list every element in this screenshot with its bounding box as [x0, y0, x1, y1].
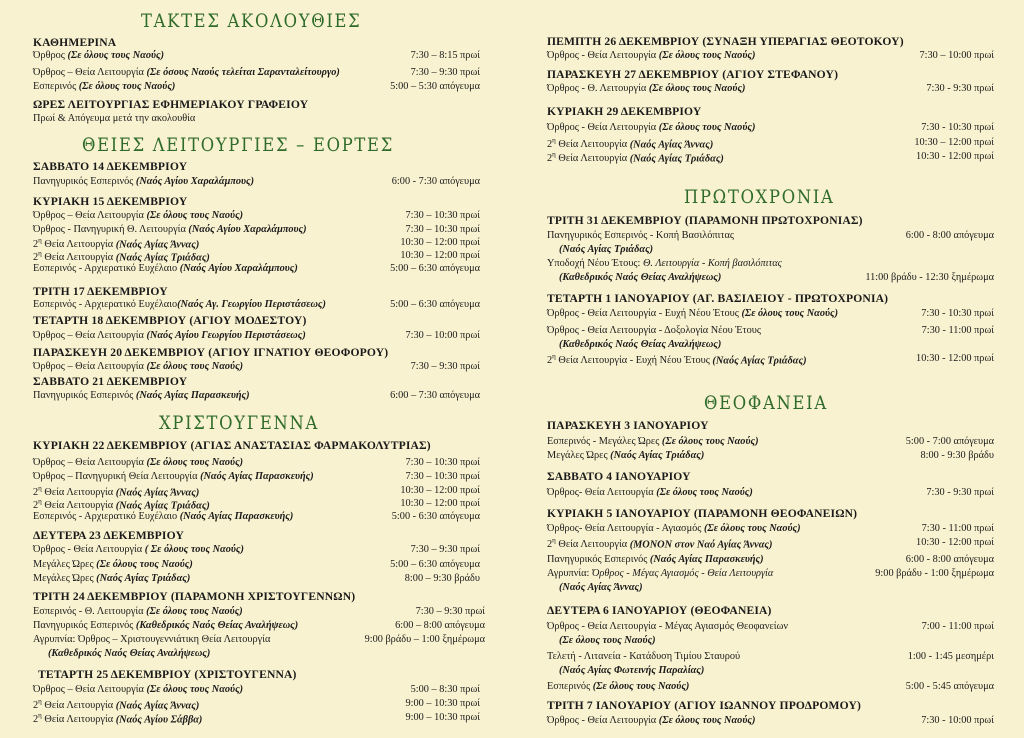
service-time: 10:30 - 12:00 πρωί	[916, 537, 994, 548]
church-location: (Ναός Αγίου Χαραλάμπους)	[188, 224, 307, 235]
service-name: Εσπερινός - Αρχιερατικό Ευχέλαιο	[33, 299, 178, 310]
service-row	[33, 390, 480, 403]
service-time: 10:30 – 12:00 πρωί	[400, 237, 480, 248]
service-row	[547, 151, 994, 164]
church-location: (Ναός Αγίας Άννας)	[115, 487, 200, 499]
service-time: 7:30 - 11:00 πρωί	[921, 523, 994, 534]
day-heading: ΤΡΙΤΗ 17 ΔΕΚΕΜΒΡΙΟΥ	[33, 285, 168, 298]
service-name: Όρθρος	[33, 50, 68, 61]
service-time: 7:30 – 9:30 πρωί	[410, 361, 480, 372]
service-description	[559, 339, 721, 350]
church-location: (Καθεδρικός Ναός Θείας Αναλήψεως)	[135, 620, 299, 631]
service-row	[33, 250, 480, 263]
church-location: (Σε όλους τους Ναούς)	[146, 606, 243, 617]
day-heading: ΚΥΡΙΑΚΗ 29 ΔΕΚΕΜΒΡΙΟΥ	[547, 105, 702, 118]
service-time: 7:30 - 9:30 πρωί	[926, 487, 994, 498]
service-description	[33, 606, 243, 617]
service-description	[33, 485, 199, 498]
service-time: 1:00 - 1:45 μεσημέρι	[907, 651, 994, 662]
church-location: (Σε όλους τους Ναούς)	[67, 50, 165, 61]
service-description	[33, 471, 314, 482]
service-row	[559, 244, 994, 257]
day-heading: ΤΕΤΑΡΤΗ 18 ΔΕΚΕΜΒΡΙΟΥ (ΑΓΙΟΥ ΜΟΔΕΣΤΟΥ)	[33, 314, 307, 327]
day-heading: ΠΕΜΠΤΗ 26 ΔΕΚΕΜΒΡΙΟΥ (ΣΥΝΑΞΗ ΥΠΕΡΑΓΙΑΣ ΘΕΟΤΟΚΟΥ)	[547, 35, 904, 48]
church-location: (Σε όλους τους Ναούς)	[661, 436, 759, 447]
service-name: Όρθρος - Θ. Λειτουργία	[547, 83, 649, 94]
service-description	[33, 498, 210, 511]
church-location: (Ναός Αγίου Χαραλάμπους)	[135, 176, 255, 187]
service-name: Μεγάλες Ώρες	[547, 450, 611, 461]
service-time: 6:00 - 8:00 απόγευμα	[905, 554, 994, 565]
service-description	[547, 651, 740, 662]
day-heading: ΚΑΘΗΜΕΡΙΝΑ	[33, 36, 117, 49]
service-time: 10:30 - 12:00 πρωί	[916, 151, 994, 162]
service-description	[33, 250, 210, 263]
service-time: 7:00 - 11:00 πρωί	[921, 621, 994, 632]
day-heading: ΚΥΡΙΑΚΗ 22 ΔΕΚΕΜΒΡΙΟΥ (ΑΓΙΑΣ ΑΝΑΣΤΑΣΙΑΣ ΦΑΡΜΑΚΟΛΥΤΡΙΑΣ)	[33, 439, 431, 452]
service-row	[33, 113, 480, 126]
service-description	[33, 237, 199, 250]
service-description	[547, 325, 761, 336]
church-location: (Ναός Αγίας Τριάδας)	[115, 252, 210, 264]
service-row	[547, 83, 994, 96]
service-description	[547, 308, 838, 319]
service-row	[33, 81, 480, 94]
service-name: $2^\eta$ Θεία Λειτουργία	[33, 237, 116, 251]
service-description	[547, 537, 772, 550]
service-row	[33, 634, 485, 647]
service-description	[547, 621, 788, 632]
service-name: Πανηγυρικός Εσπερινός	[33, 620, 136, 631]
church-location: (Σε όλους τους Ναούς)	[559, 635, 656, 646]
church-location: (Σε όσους Ναούς τελείται Σαρανταλείτουργο)	[146, 67, 340, 78]
service-description	[547, 554, 764, 565]
church-location: (Σε όλους τους Ναούς)	[658, 50, 756, 61]
service-row	[547, 621, 994, 634]
service-row	[33, 224, 480, 237]
service-row	[33, 50, 480, 63]
service-description	[33, 67, 340, 78]
church-location: (Ναός Αγίας Τριάδας)	[629, 153, 724, 165]
service-name: Όρθρος – Θεία Λειτουργία	[33, 684, 147, 695]
section-heading: ΤΑΚΤΕΣ ΑΚΟΛΟΥΘΙΕΣ	[141, 10, 362, 32]
service-time: 10:30 – 12:00 πρωί	[400, 498, 480, 509]
service-description	[559, 635, 656, 646]
service-row	[559, 339, 994, 352]
service-time: 10:30 – 12:00 πρωί	[400, 250, 480, 261]
service-description	[559, 582, 643, 593]
service-time: 7:30 - 10:30 πρωί	[921, 308, 994, 319]
church-location: (Σε όλους τους Ναούς)	[648, 83, 746, 94]
service-row	[33, 498, 480, 511]
day-heading: ΩΡΕΣ ΛΕΙΤΟΥΡΓΙΑΣ ΕΦΗΜΕΡΙΑΚΟΥ ΓΡΑΦΕΙΟΥ	[33, 98, 309, 111]
service-description	[547, 50, 755, 61]
service-time: 7:30 – 10:00 πρωί	[919, 50, 994, 61]
service-name: Πανηγυρικός Εσπερινός	[33, 390, 136, 401]
service-row	[33, 67, 480, 80]
service-time: 8:00 – 9:30 βράδυ	[404, 573, 480, 584]
service-name: Τελετή - Λιτανεία - Κατάδυση Τιμίου Σταυρού	[547, 651, 741, 662]
church-location: (Σε όλους τους Ναούς)	[656, 487, 753, 498]
service-row	[33, 511, 480, 524]
church-location: (Ναός Αγίας Άννας)	[115, 700, 200, 712]
church-location: (ΜΟΝΟΝ στον Ναό Αγίας Άννας)	[629, 539, 773, 551]
service-description	[33, 113, 195, 124]
service-time: 5:00 – 6:30 απόγευμα	[390, 263, 480, 274]
section-heading: ΠΡΩΤΟΧΡΟΝΙΑ	[684, 186, 835, 208]
service-time: 7:30 – 8:15 πρωί	[410, 50, 480, 61]
service-name: Όρθρος- Θεία Λειτουργία	[547, 487, 657, 498]
service-row	[547, 308, 994, 321]
service-name: Πρωί & Απόγευμα μετά την ακολουθία	[33, 113, 196, 124]
service-time: 10:30 – 12:00 πρωί	[400, 485, 480, 496]
service-description	[547, 487, 753, 498]
service-row	[33, 299, 480, 312]
day-heading: ΤΕΤΑΡΤΗ 1 ΙΑΝΟΥΑΡΙΟΥ (ΑΓ. ΒΑΣΙΛΕΙΟΥ - ΠΡΩΤΟΧΡΟΝΙΑ)	[547, 292, 889, 305]
service-row	[547, 537, 994, 550]
service-row	[33, 606, 485, 619]
service-row	[48, 648, 485, 661]
church-location: (Σε όλους τους Ναούς)	[658, 715, 756, 726]
service-description	[33, 573, 190, 584]
section-heading: ΧΡΙΣΤΟΥΓΕΝΝΑ	[159, 412, 320, 434]
service-row	[547, 568, 994, 581]
section-heading: ΘΕΟΦΑΝΕΙΑ	[704, 392, 828, 414]
service-description	[547, 523, 801, 534]
church-location: (Ναός Αγίας Φωτεινής Παραλίας)	[559, 665, 705, 676]
service-time: 7:30 – 10:00 πρωί	[405, 330, 480, 341]
service-name: Πανηγυρικός Εσπερινός	[547, 554, 650, 565]
service-name: Όρθρος - Θεία Λειτουργία	[33, 544, 145, 555]
church-location: (Ναός Αγίας Άννας)	[629, 139, 714, 151]
service-description	[33, 544, 244, 555]
church-location: (Ναός Αγίας Παρασκευής)	[200, 471, 314, 482]
service-name: Όρθρος – Θεία Λειτουργία	[33, 457, 147, 468]
service-name: $2^\eta$ Θεία Λειτουργία	[33, 250, 116, 264]
service-description	[48, 648, 210, 659]
service-row	[33, 559, 480, 572]
service-time: 7:30 – 10:30 πρωί	[405, 471, 480, 482]
service-time: 9:00 βράδυ - 1:00 ξημέρωμα	[875, 568, 994, 579]
service-time: 5:00 - 5:45 απόγευμα	[905, 681, 994, 692]
service-time: 9:00 βράδυ – 1:00 ξημέρωμα	[364, 634, 485, 645]
church-location: (Ναός Αγίου Χαραλάμπους)	[179, 263, 298, 274]
service-description	[33, 712, 202, 725]
service-row	[547, 450, 994, 463]
service-time: 6:00 – 7:30 απόγευμα	[390, 390, 480, 401]
church-location: (Ναός Αγίας Τριάδας)	[712, 355, 807, 367]
service-row	[559, 582, 994, 595]
service-name: Εσπερινός	[33, 81, 79, 92]
service-row	[33, 237, 480, 250]
service-time: 10:30 - 12:00 πρωί	[916, 353, 994, 364]
church-location: (Σε όλους τους Ναούς)	[658, 122, 756, 133]
service-description	[33, 698, 199, 711]
service-description	[547, 83, 745, 94]
service-time: 6:00 – 8:00 απόγευμα	[395, 620, 485, 631]
service-row	[547, 487, 994, 500]
service-description	[33, 361, 243, 372]
service-description	[33, 620, 298, 631]
service-row	[33, 684, 480, 697]
service-row	[33, 263, 480, 276]
service-name: Μεγάλες Ώρες	[33, 559, 97, 570]
service-row	[559, 665, 994, 678]
church-location: (Σε όλους τους Ναούς)	[78, 81, 176, 92]
service-description	[33, 390, 250, 401]
service-name: Όρθρος – Θεία Λειτουργία	[33, 330, 147, 341]
service-description	[547, 258, 782, 269]
service-row	[33, 457, 480, 470]
service-row	[547, 436, 994, 449]
church-location: (Σε όλους τους Ναούς)	[146, 457, 244, 468]
service-row	[33, 698, 480, 711]
service-row	[547, 258, 994, 271]
service-row	[547, 122, 994, 135]
day-heading: ΚΥΡΙΑΚΗ 5 ΙΑΝΟΥΑΡΙΟΥ (ΠΑΡΑΜΟΝΗ ΘΕΟΦΑΝΕΙΩΝ)	[547, 507, 858, 520]
church-location: (Ναός Αγίου Σάββα)	[115, 714, 203, 726]
service-time: 5:00 - 7:00 απόγευμα	[905, 436, 994, 447]
service-row	[33, 712, 480, 725]
church-location: (Ναός Αγίας Τριάδας)	[559, 244, 654, 255]
service-description	[547, 450, 704, 461]
service-time: 10:30 – 12:00 πρωί	[914, 137, 994, 148]
service-name: $2^\eta$ Θεία Λειτουργία	[547, 151, 630, 165]
day-heading: ΠΑΡΑΣΚΕΥΗ 20 ΔΕΚΕΜΒΡΙΟΥ (ΑΓΙΟΥ ΙΓΝΑΤΙΟΥ ΘΕΟΦΟΡΟΥ)	[33, 346, 389, 359]
service-description	[33, 81, 175, 92]
service-row	[33, 573, 480, 586]
service-time: 7:30 - 9:30 πρωί	[926, 83, 994, 94]
church-location: ( Σε όλους τους Ναούς)	[144, 544, 244, 555]
service-description	[547, 436, 759, 447]
service-row	[547, 715, 994, 728]
service-name: $2^\eta$ Θεία Λειτουργία	[547, 137, 630, 151]
service-row	[547, 523, 994, 536]
service-description	[33, 634, 270, 645]
church-location: (Ναός Αγίας Τριάδας)	[610, 450, 705, 461]
day-heading: ΤΡΙΤΗ 31 ΔΕΚΕΜΒΡΙΟΥ (ΠΑΡΑΜΟΝΗ ΠΡΩΤΟΧΡΟΝΙΑΣ)	[547, 214, 863, 227]
service-description	[33, 263, 298, 274]
church-location: (Σε όλους τους Ναούς)	[703, 523, 801, 534]
service-description	[33, 559, 193, 570]
service-row	[547, 325, 994, 338]
service-name: Όρθρος - Θεία Λειτουργία - Δοξολογία Νέου Έτους	[547, 325, 761, 336]
service-time: 7:30 – 10:30 πρωί	[405, 210, 480, 221]
church-location: (Ναός Αγίου Γεωργίου Περιστάσεως)	[146, 330, 306, 341]
service-row	[547, 137, 994, 150]
service-name: $2^\eta$ Θεία Λειτουργία - Ευχή Νέου Έτους	[547, 353, 713, 367]
service-description	[33, 176, 254, 187]
service-time: 5:00 – 5:30 απόγευμα	[390, 81, 480, 92]
church-location: (Σε όλους τους Ναούς)	[146, 684, 244, 695]
service-time: 7:30 - 10:30 πρωί	[921, 122, 994, 133]
service-row	[33, 361, 480, 374]
service-name: Πανηγυρικός Εσπερινός	[33, 176, 136, 187]
service-row	[33, 210, 480, 223]
church-location: (Ναός Αγίας Άννας)	[559, 582, 643, 593]
service-time: 7:30 – 9:30 πρωί	[410, 67, 480, 78]
church-location: (Σε όλους τους Ναούς)	[741, 308, 839, 319]
day-heading: ΚΥΡΙΑΚΗ 15 ΔΕΚΕΜΒΡΙΟΥ	[33, 195, 188, 208]
service-time: 7:30 - 10:00 πρωί	[921, 715, 994, 726]
service-time: 7:30 - 11:00 πρωί	[921, 325, 994, 336]
service-name: Όρθρος- Θεία Λειτουργία - Αγιασμός	[547, 523, 704, 534]
day-heading: ΤΡΙΤΗ 24 ΔΕΚΕΜΒΡΙΟΥ (ΠΑΡΑΜΟΝΗ ΧΡΙΣΤΟΥΓΕΝΝΩΝ)	[33, 590, 356, 603]
service-name: Όρθρος - Θεία Λειτουργία - Μέγας Αγιασμός Θεοφανείων	[547, 621, 789, 632]
service-description	[33, 330, 306, 341]
service-time: 6:00 - 7:30 απόγευμα	[391, 176, 480, 187]
service-time: 7:30 – 9:30 πρωί	[410, 544, 480, 555]
service-time: 6:00 - 8:00 απόγευμα	[905, 230, 994, 241]
service-name: Πανηγυρικός Εσπερινός - Κοπή Βασιλόπιτας	[547, 230, 734, 241]
service-name: $2^\eta$ Θεία Λειτουργία	[33, 712, 116, 726]
service-time: 9:00 – 10:30 πρωί	[405, 698, 480, 709]
service-row	[547, 554, 994, 567]
service-name: $2^\eta$ Θεία Λειτουργία	[33, 485, 116, 499]
day-heading: ΣΑΒΒΑΤΟ 4 ΙΑΝΟΥΑΡΙΟΥ	[547, 470, 691, 483]
section-heading: ΘΕΙΕΣ ΛΕΙΤΟΥΡΓΙΕΣ – ΕΟΡΤΕΣ	[82, 134, 394, 156]
church-location: (Σε όλους τους Ναούς)	[96, 559, 193, 570]
church-location: (Ναός Αγίας Παρασκευής)	[135, 390, 250, 401]
day-heading: ΠΑΡΑΣΚΕΥΗ 27 ΔΕΚΕΜΒΡΙΟΥ (ΑΓΙΟΥ ΣΤΕΦΑΝΟΥ)	[547, 68, 839, 81]
service-row	[547, 230, 994, 243]
service-time: 8:00 - 9:30 βράδυ	[920, 450, 994, 461]
church-location: (Ναός Αγ. Γεωργίου Περιστάσεως)	[177, 299, 326, 310]
service-description	[33, 457, 243, 468]
service-description	[33, 684, 243, 695]
service-description	[547, 122, 755, 133]
service-row	[559, 272, 994, 285]
service-name: Αγρυπνία:	[547, 568, 592, 579]
day-heading: ΔΕΥΤΕΡΑ 6 ΙΑΝΟΥΑΡΙΟΥ (ΘΕΟΦΑΝΕΙΑ)	[547, 604, 772, 617]
service-name: Μεγάλες Ώρες	[33, 573, 97, 584]
church-location: (Ναός Αγίας Τριάδας)	[115, 500, 210, 512]
service-description	[547, 681, 689, 692]
service-row	[33, 330, 480, 343]
service-time: 7:30 – 10:30 πρωί	[405, 457, 480, 468]
service-name: Όρθρος – Θεία Λειτουργία	[33, 67, 147, 78]
service-description	[547, 568, 773, 579]
service-row	[547, 50, 994, 63]
service-row	[33, 176, 480, 189]
service-name: Εσπερινός	[547, 681, 593, 692]
service-detail: Θ. Λειτουργία - Κοπή βασιλόπιτας	[642, 258, 782, 269]
service-name: $2^\eta$ Θεία Λειτουργία	[33, 698, 116, 712]
service-description	[33, 299, 326, 310]
service-description	[559, 665, 704, 676]
service-name: Όρθρος - Θεία Λειτουργία - Ευχή Νέου Έτους	[547, 308, 742, 319]
service-time: 9:00 – 10:30 πρωί	[405, 712, 480, 723]
service-row	[547, 353, 994, 366]
service-row	[33, 485, 480, 498]
service-description	[33, 50, 164, 61]
church-location: (Ναός Αγίας Παρασκευής)	[179, 511, 294, 522]
service-time: 5:00 – 8:30 πρωί	[410, 684, 480, 695]
service-detail: Όρθρος - Μέγας Αγιασμός - Θεία Λειτουργία	[591, 568, 774, 579]
service-time: 7:30 – 10:30 πρωί	[405, 224, 480, 235]
service-time: 5:00 – 6:30 απόγευμα	[390, 559, 480, 570]
service-time: 11:00 βράδυ - 12:30 ξημέρωμα	[865, 272, 994, 283]
service-description	[547, 230, 734, 241]
church-location: (Καθεδρικός Ναός Θείας Αναλήψεως)	[559, 272, 722, 283]
day-heading: ΣΑΒΒΑΤΟ 21 ΔΕΚΕΜΒΡΙΟΥ	[33, 375, 188, 388]
service-row	[33, 471, 480, 484]
service-name: $2^\eta$ Θεία Λειτουργία	[547, 537, 630, 551]
day-heading: ΤΡΙΤΗ 7 ΙΑΝΟΥΑΡΙΟΥ (ΑΓΙΟΥ ΙΩΑΝΝΟΥ ΠΡΟΔΡΟΜΟΥ)	[547, 699, 862, 712]
service-time: 5:00 - 6:30 απόγευμα	[391, 511, 480, 522]
service-name: Εσπερινός - Αρχιερατικό Ευχέλαιο	[33, 263, 180, 274]
service-name: Εσπερινός - Θ. Λειτουργία	[33, 606, 147, 617]
service-description	[559, 272, 721, 283]
service-row	[33, 544, 480, 557]
service-description	[547, 715, 755, 726]
service-name: Όρθρος - Θεία Λειτουργία	[547, 122, 659, 133]
service-row	[559, 635, 994, 648]
church-location: (Σε όλους τους Ναούς)	[592, 681, 690, 692]
church-location: (Καθεδρικός Ναός Θείας Αναλήψεως)	[48, 648, 211, 659]
service-row	[33, 620, 485, 633]
service-description	[547, 137, 713, 150]
service-description	[33, 511, 293, 522]
day-heading: ΔΕΥΤΕΡΑ 23 ΔΕΚΕΜΒΡΙΟΥ	[33, 529, 184, 542]
service-description	[33, 210, 243, 221]
service-description	[559, 244, 653, 255]
service-name: Όρθρος - Πανηγυρική Θ. Λειτουργία	[33, 224, 189, 235]
service-row	[547, 681, 994, 694]
church-location: (Ναός Αγίας Παρασκευής)	[649, 554, 764, 565]
day-heading: ΠΑΡΑΣΚΕΥΗ 3 ΙΑΝΟΥΑΡΙΟΥ	[547, 419, 709, 432]
church-location: (Σε όλους τους Ναούς)	[146, 210, 244, 221]
service-time: 7:30 – 9:30 πρωί	[415, 606, 485, 617]
day-heading: ΤΕΤΑΡΤΗ 25 ΔΕΚΕΜΒΡΙΟΥ (ΧΡΙΣΤΟΥΓΕΝΝΑ)	[38, 668, 297, 681]
service-name: $2^\eta$ Θεία Λειτουργία	[33, 498, 116, 512]
service-name: Εσπερινός - Μεγάλες Ώρες	[547, 436, 662, 447]
service-name: Όρθρος – Θεία Λειτουργία	[33, 361, 147, 372]
service-name: Όρθρος – Θεία Λειτουργία	[33, 210, 147, 221]
service-name: Όρθρος - Θεία Λειτουργία	[547, 715, 659, 726]
service-name: Υποδοχή Νέου Έτους:	[547, 258, 643, 269]
service-description	[33, 224, 307, 235]
day-heading: ΣΑΒΒΑΤΟ 14 ΔΕΚΕΜΒΡΙΟΥ	[33, 160, 188, 173]
church-location: (Ναός Αγίας Άννας)	[115, 239, 200, 251]
church-location: (Σε όλους τους Ναούς)	[146, 361, 244, 372]
service-name: Αγρυπνία: Όρθρος – Χριστουγεννιάτικη Θεία Λειτουργία	[33, 634, 271, 645]
service-description	[547, 151, 724, 164]
service-name: Όρθρος - Θεία Λειτουργία	[547, 50, 659, 61]
service-name: Εσπερινός - Αρχιερατικό Ευχέλαιο	[33, 511, 180, 522]
service-time: 5:00 – 6:30 απόγευμα	[390, 299, 480, 310]
church-location: (Καθεδρικός Ναός Θείας Αναλήψεως)	[559, 339, 722, 350]
service-row	[547, 651, 994, 664]
service-name: Όρθρος – Πανηγυρική Θεία Λειτουργία	[33, 471, 201, 482]
service-description	[547, 353, 807, 366]
church-location: (Ναός Αγίας Τριάδας)	[96, 573, 191, 584]
